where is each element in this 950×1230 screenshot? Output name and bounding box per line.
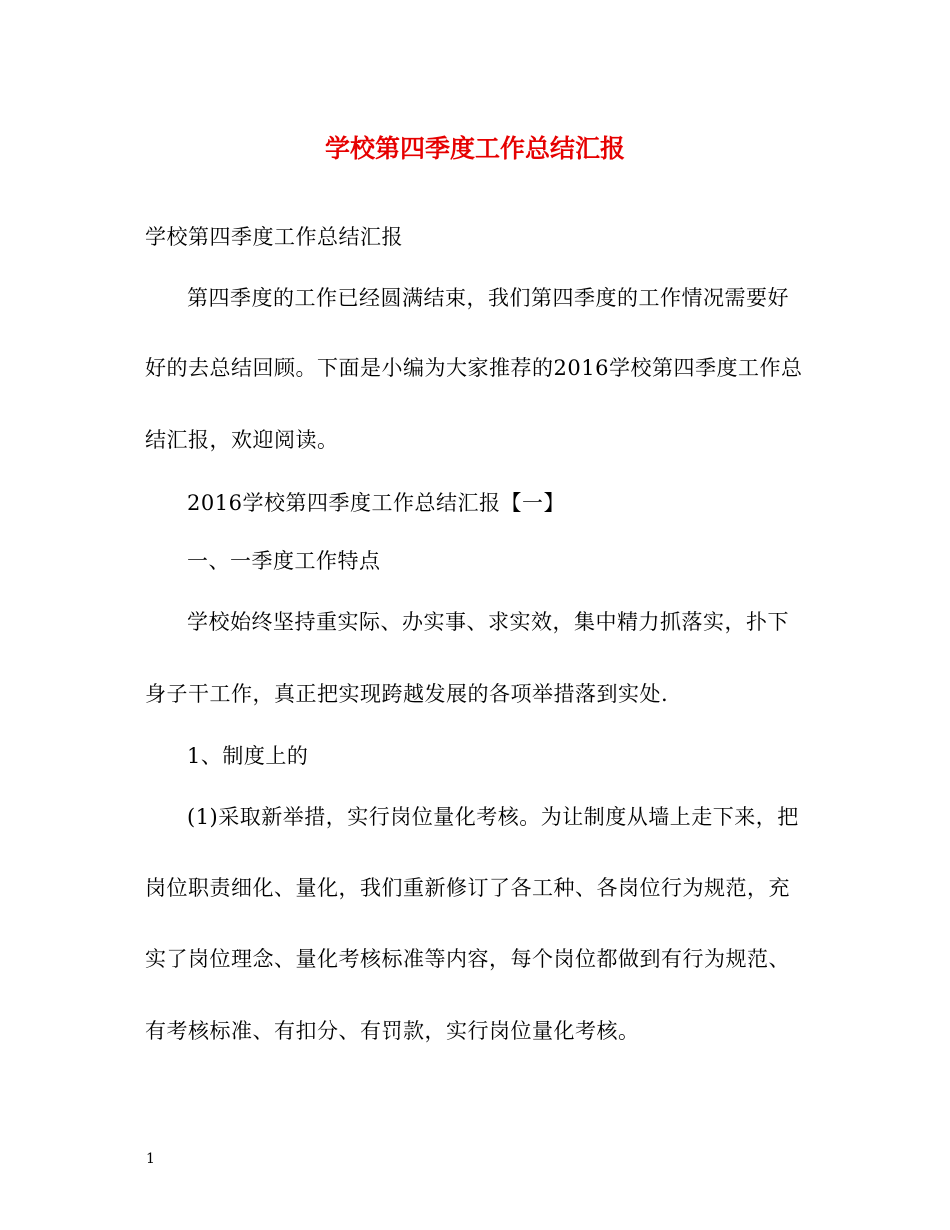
paragraph-line: 身子干工作，真正把实现跨越发展的各项举措落到实处. — [145, 682, 669, 706]
paragraph-line: 好的去总结回顾。下面是小编为大家推荐的2016学校第四季度工作总 — [145, 356, 803, 380]
paragraph-line: (1)采取新举措，实行岗位量化考核。为让制度从墙上走下来，把 — [187, 805, 799, 829]
paragraph-line: 结汇报，欢迎阅读。 — [145, 428, 339, 452]
list-item-heading: 1、制度上的 — [187, 744, 309, 768]
paragraph-line: 有考核标准、有扣分、有罚款，实行岗位量化考核。 — [145, 1019, 640, 1043]
paragraph-line: 第四季度的工作已经圆满结束，我们第四季度的工作情况需要好 — [187, 286, 789, 310]
page-number: 1 — [146, 1151, 155, 1167]
paragraph-line: 实了岗位理念、量化考核标准等内容，每个岗位都做到有行为规范、 — [145, 947, 790, 971]
subsection-heading: 一、一季度工作特点 — [187, 549, 381, 573]
paragraph-line: 岗位职责细化、量化，我们重新修订了各工种、各岗位行为规范，充 — [145, 876, 790, 900]
section-heading: 2016学校第四季度工作总结汇报【一】 — [187, 491, 565, 515]
paragraph-line: 学校始终坚持重实际、办实事、求实效，集中精力抓落实，扑下 — [187, 610, 789, 634]
document-title: 学校第四季度工作总结汇报 — [324, 134, 625, 163]
subtitle-line: 学校第四季度工作总结汇报 — [145, 225, 403, 249]
